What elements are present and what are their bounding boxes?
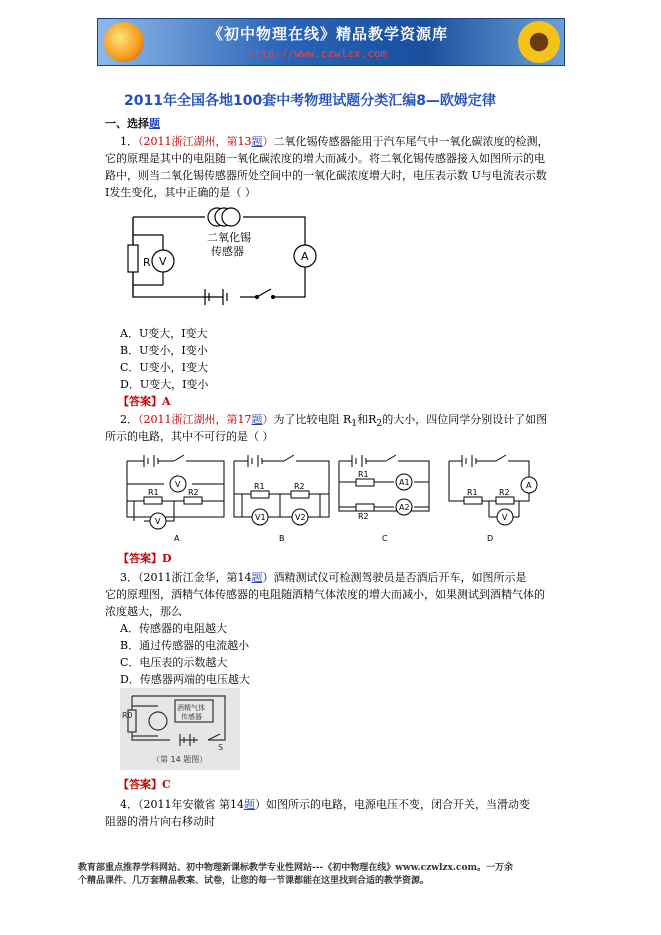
q1-option-d: D．U变大，I变小 (120, 378, 209, 391)
q4-source-close: ） (255, 798, 266, 811)
q2-answer: 【答案】D (118, 552, 172, 565)
site-logo-icon (104, 22, 144, 62)
site-banner (97, 18, 565, 66)
q4-line1 (120, 797, 530, 813)
q2-fig-label-d: D (487, 534, 494, 543)
q1-fig-a-label: A (301, 250, 309, 263)
q1-fig-r-label: R (143, 256, 151, 269)
q1-option-b: B．U变小，I变小 (120, 344, 208, 357)
q3-option-b: B．通过传感器的电流越小 (120, 639, 250, 652)
q2-source-close: ） (262, 413, 274, 426)
q3-source-link[interactable]: 题 (251, 571, 263, 584)
q2-source-link[interactable]: 题 (251, 413, 263, 426)
footer-line1: 教育部重点推荐学科网站、初中物理新课标教学专业性网站---《初中物理在线》www.czwlzx.com。一万余 (78, 863, 514, 873)
q2-fig-b-r1: R1 (254, 482, 265, 491)
q2-fig-b-r2: R2 (294, 482, 305, 491)
q1-number: 1． (120, 135, 138, 148)
q3-fig-r0: R0 (122, 711, 133, 720)
q2-fig-b-v1: V1 (255, 513, 266, 522)
q2-fig-d-v: V (502, 513, 508, 522)
footer-line2: 个精品课件、几万套精品教案、试卷，让您的每一节课都能在这里找到合适的教学资源。 (78, 876, 430, 886)
q2-fig-c-r2: R2 (358, 512, 369, 521)
q2-circuit-figures (124, 449, 549, 545)
q3-line2: 它的原理图，酒精气体传感器的电阻随酒精气体浓度的增大而减小，如果测试到酒精气体的 (105, 588, 545, 601)
q2-fig-c-a1: A1 (399, 478, 410, 487)
q1-fig-sensor-label2: 传感器 (211, 245, 244, 258)
q3-fig-caption: （第 14 题图） (152, 755, 208, 764)
q3-circuit-photo (120, 688, 240, 770)
q1-line2: 它的原理是其中的电阻随一氧化碳浓度的增大而减小。将二氧化锡传感器接入如图所示的电 (105, 152, 545, 165)
q2-fig-a-v2: V (155, 517, 161, 526)
q1-option-c: C．U变小，I变大 (120, 361, 209, 374)
q1-line4: I发生变化，其中正确的是（ ） (105, 186, 256, 199)
sunflower-icon (518, 21, 560, 63)
q2-text1c: 和R (357, 413, 377, 426)
q2-fig-a-v: V (175, 480, 181, 489)
q1-circuit-figure (125, 205, 325, 305)
section-link[interactable]: 题 (149, 117, 160, 130)
q3-fig-s: S (218, 743, 224, 752)
q4-number: 4． (120, 798, 138, 811)
q4-line2: 阻器的滑片向右移动时 (105, 815, 215, 828)
q3-option-d: D．传感器两端的电压越大 (120, 673, 250, 686)
q3-source-text: （2011浙江金华，第14 (138, 571, 252, 584)
q3-text1: 酒精测试仪可检测驾驶员是否酒后开车，如图所示是 (273, 571, 527, 584)
q1-source-link[interactable]: 题 (251, 135, 263, 148)
q2-fig-d-r2: R2 (499, 488, 510, 497)
q3-line3: 浓度越大，那么 (105, 605, 182, 618)
q2-fig-label-a: A (174, 534, 180, 543)
q3-number: 3． (120, 571, 138, 584)
q2-fig-c-r1: R1 (358, 470, 369, 479)
q1-line1 (120, 134, 549, 150)
q2-line2: 所示的电路，其中不可行的是（ ） (105, 430, 274, 443)
q1-text1: 二氧化锡传感器能用于汽车尾气中一氧化碳浓度的检测， (273, 135, 549, 148)
document-title: 2011年全国各地100套中考物理试题分类汇编8—欧姆定律 (124, 93, 496, 109)
page-footer (78, 862, 583, 888)
q3-option-a: A．传感器的电阻越大 (120, 622, 227, 635)
q1-fig-v-label: V (159, 255, 167, 268)
q2-number: 2． (120, 413, 138, 426)
q2-fig-label-c: C (382, 534, 388, 543)
q2-fig-label-b: B (279, 534, 285, 543)
q3-source-close: ） (262, 571, 274, 584)
section-label: 一、选择 (105, 117, 149, 130)
q4-text1: 如图所示的电路，电源电压不变，闭合开关，当滑动变 (266, 798, 530, 811)
q3-fig-sensor2: 传感器 (181, 713, 202, 721)
q3-line1 (120, 570, 527, 586)
q2-text1a: 为了比较电阻 R (273, 413, 352, 426)
q2-sub1: 1 (351, 418, 358, 430)
site-url[interactable]: http://www.czwlzx.com (248, 47, 388, 60)
q2-fig-c-a2: A2 (399, 503, 410, 512)
q2-fig-d-a: A (526, 481, 532, 490)
q4-source-link[interactable]: 题 (244, 798, 255, 811)
q2-source (138, 413, 274, 426)
q2-sub2: 2 (376, 418, 383, 430)
q4-source-text: （2011年安徽省 第14 (138, 798, 244, 811)
q1-fig-sensor-label1: 二氧化锡 (207, 231, 251, 244)
q1-option-a: A．U变大，I变大 (120, 327, 208, 340)
q3-fig-sensor1: 酒精气体 (177, 704, 205, 712)
q2-fig-a-r2: R2 (188, 488, 199, 497)
q3-answer: 【答案】C (118, 778, 171, 791)
site-title: 《初中物理在线》精品教学资源库 (208, 25, 449, 43)
q1-source-close: ） (262, 135, 274, 148)
q1-source (138, 135, 274, 148)
section-heading (105, 116, 160, 132)
q1-answer: 【答案】A (118, 395, 171, 408)
q2-fig-a-r1: R1 (148, 488, 159, 497)
q2-text1e: 的大小，四位同学分别设计了如图 (382, 413, 548, 426)
q1-source-text: （2011浙江湖州，第13 (138, 135, 252, 148)
q2-fig-b-v2: V2 (295, 513, 306, 522)
q2-source-text: （2011浙江湖州，第17 (138, 413, 252, 426)
q2-fig-d-r1: R1 (467, 488, 478, 497)
q3-option-c: C．电压表的示数越大 (120, 656, 228, 669)
q1-line3: 路中，则当二氧化锡传感器所处空间中的一氧化碳浓度增大时，电压表示数 U与电流表示数 (105, 169, 547, 182)
